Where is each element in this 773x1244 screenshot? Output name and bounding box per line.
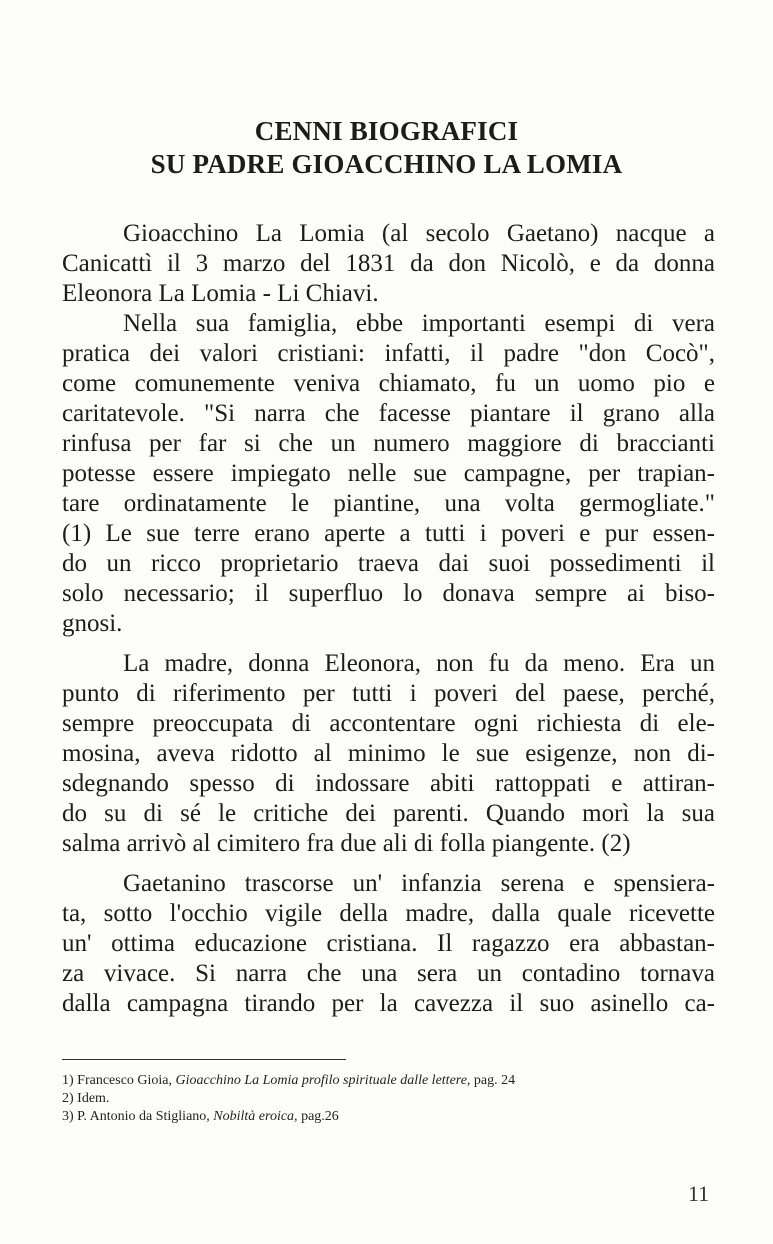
body-line: sdegnando spesso di indossare abiti rattoppati e attiran- [62,770,715,797]
body-line: pratica dei valori cristiani: infatti, il padre "don Cocò", [62,340,715,367]
footnote [62,1108,339,1126]
body-line: ta, sotto l'occhio vigile della madre, dalla quale ricevette [62,900,715,927]
footnote [62,1090,109,1108]
footnote-prefix: 3) P. Antonio da Stigliano, [62,1109,214,1124]
body-line: punto di riferimento per tutti i poveri del paese, perché, [62,680,715,707]
body-line: caritatevole. "Si narra che facesse piantare il grano alla [62,400,715,427]
body-line: rinfusa per far si che un numero maggiore di braccianti [62,430,715,457]
body-line: salma arrivò al cimitero fra due ali di folla piangente. (2) [62,830,631,857]
footnote-suffix: pag. 24 [470,1073,516,1088]
body-line: solo necessario; il superfluo lo donava sempre ai biso- [62,580,715,607]
body-line: un' ottima educazione cristiana. Il ragazzo era abbastan- [62,930,715,957]
body-line: sempre preoccupata di accontentare ogni richiesta di ele- [62,710,715,737]
body-line: Canicattì il 3 marzo del 1831 da don Nicolò, e da donna [62,250,715,277]
body-line: Eleonora La Lomia - Li Chiavi. [62,280,379,307]
footnote-divider [62,1059,346,1060]
page-number: 11 [688,1181,710,1206]
footnote-prefix: 2) Idem. [62,1091,110,1106]
footnote-title: Nobiltà eroica, [213,1109,298,1124]
body-line: Nella sua famiglia, ebbe importanti esempi di vera [123,310,715,337]
body-line: (1) Le sue terre erano aperte a tutti i poveri e pur essen- [62,520,715,547]
body-line: mosina, aveva ridotto al minimo le sue esigenze, non di- [62,740,715,767]
body-line: tare ordinatamente le piantine, una volta germogliate." [62,490,715,517]
chapter-title-line-2: SU PADRE GIOACCHINO LA LOMIA [150,149,623,179]
footnote-prefix: 1) Francesco Gioia, [62,1073,176,1088]
body-line: gnosi. [62,610,123,637]
body-line: do un ricco proprietario traeva dai suoi possedimenti il [62,550,715,577]
body-line: do su di sé le critiche dei parenti. Quando morì la sua [62,800,715,827]
footnote [62,1072,515,1090]
body-line: potesse essere impiegato nelle sue campagne, per trapian- [62,460,715,487]
body-line: La madre, donna Eleonora, non fu da meno. Era un [123,650,715,677]
body-line: dalla campagna tirando per la cavezza il suo asinello ca- [62,990,715,1017]
body-line: za vivace. Si narra che una sera un contadino tornava [62,960,715,987]
footnote-title: Gioacchino La Lomia profilo spirituale dalle lettere, [175,1073,471,1088]
body-line: come comunemente veniva chiamato, fu un uomo pio e [62,370,715,397]
footnote-suffix: pag.26 [297,1109,339,1124]
body-line: Gioacchino La Lomia (al secolo Gaetano) nacque a [123,220,715,247]
chapter-title-line-1: CENNI BIOGRAFICI [254,116,519,146]
body-line: Gaetanino trascorse un' infanzia serena e spensiera- [123,870,715,897]
